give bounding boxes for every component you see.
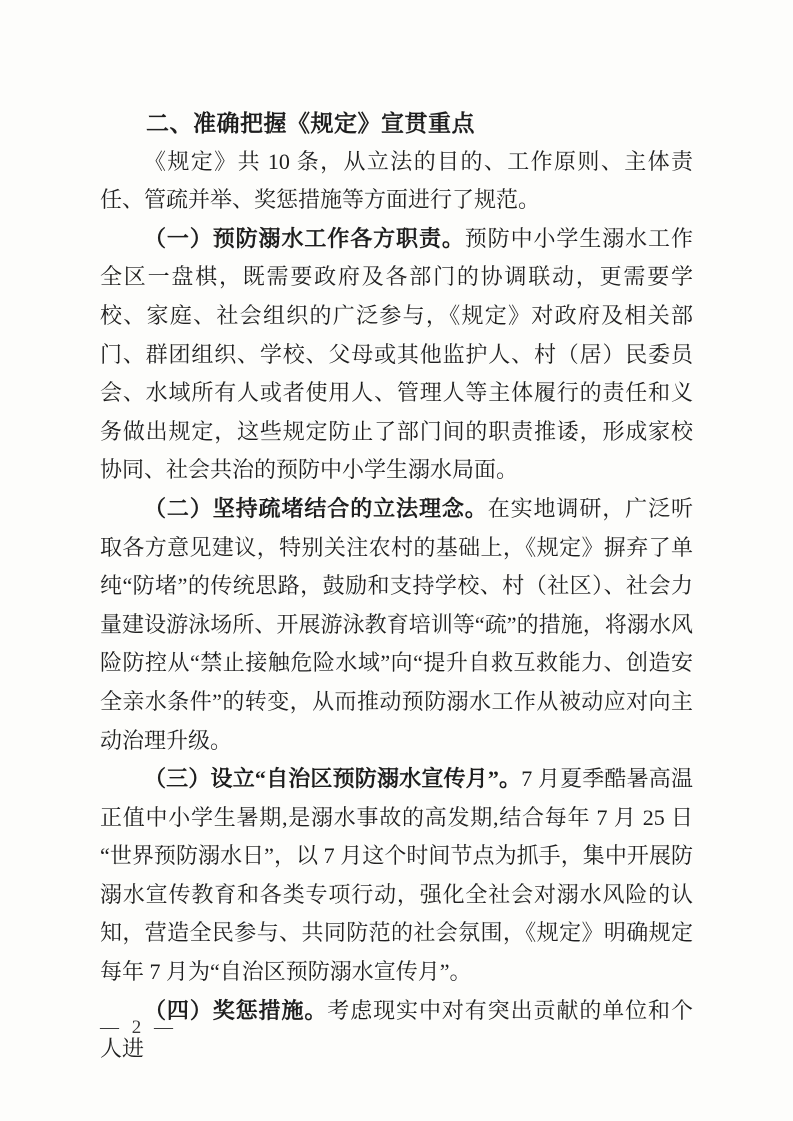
page-number: — 2 — [100,1017,177,1038]
document-content [100,104,693,1069]
paragraph-item-3 [100,760,693,992]
paragraph-item-4 [100,992,693,1069]
paragraph-lead: （四）奖惩措施。 [144,997,328,1023]
paragraph-item-1 [100,220,693,490]
paragraph-text: 在实地调研，广泛听取各方意见建议，特别关注农村的基础上，《规定》摒弃了单纯“防堵”的传统思路，鼓励和支持学校、村（社区）、社会力量建设游泳场所、开展游泳教育培训等“疏”的措施，将溺水风险防控从“禁止接触危险水域”向“提升自救互救能力、创造安全亲水条件”的转变，从而推动预防溺水工作从被动应对向主动治理升级。 [100,495,693,753]
paragraph-lead: （二）坚持疏堵结合的立法理念。 [144,495,488,521]
paragraph-text: 7 月夏季酷暑高温正值中小学生暑期,是溺水事故的高发期,结合每年 7 月 25 日“世界预防溺水日”，以 7 月这个时间节点为抓手，集中开展防溺水宣传教育和各类专项行动，强化全社会对溺水风险的认知，营造全民参与、共同防范的社会氛围，《规定》明确规定每年 7 月为“自治区预防溺水宣传月”。 [100,766,693,985]
paragraph-intro [100,143,693,220]
paragraph-lead: （三）设立“自治区预防溺水宣传月”。 [144,766,522,792]
paragraph-text: 《规定》共 10 条，从立法的目的、工作原则、主体责任、管疏并举、奖惩措施等方面进行了规范。 [100,148,693,213]
paragraph-text: 预防中小学生溺水工作全区一盘棋，既需要政府及各部门的协调联动，更需要学校、家庭、社会组织的广泛参与，《规定》对政府及相关部门、群团组织、学校、父母或其他监护人、村（居）民委员会、水域所有人或者使用人、管理人等主体履行的责任和义务做出规定，这些规定防止了部门间的职责推诿，形成家校协同、社会共治的预防中小学生溺水局面。 [100,225,693,483]
paragraph-lead: （一）预防溺水工作各方职责。 [144,225,465,251]
paragraph-item-2 [100,490,693,760]
section-heading: 二、准确把握《规定》宣贯重点 [146,110,475,136]
paragraph-text: 考虑现实中对有突出贡献的单位和个人进 [100,997,693,1062]
